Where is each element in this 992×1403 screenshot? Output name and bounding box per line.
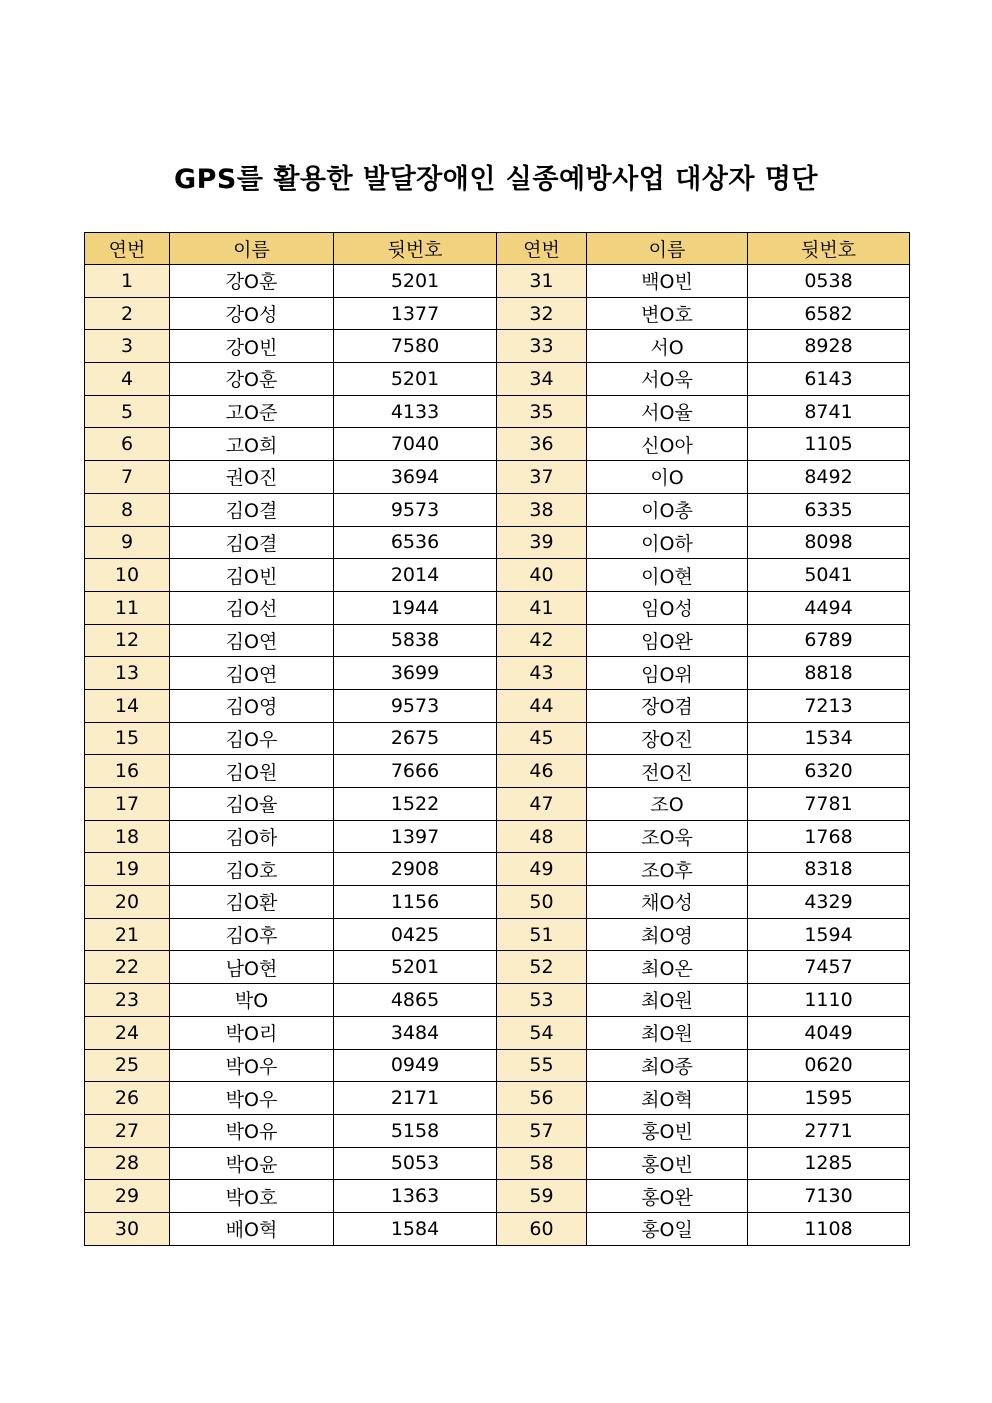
row-number-cell: 42 (497, 624, 587, 657)
person-name-cell: 임O위 (587, 657, 748, 690)
back-number-cell: 5158 (334, 1114, 497, 1147)
person-name-cell: 서O (587, 330, 748, 363)
row-number-cell: 27 (85, 1114, 170, 1147)
back-number-cell: 2675 (334, 722, 497, 755)
table-row (85, 330, 910, 363)
table-row (85, 1082, 910, 1115)
table-row (85, 395, 910, 428)
person-name-cell: 강O훈 (170, 363, 334, 396)
back-number-cell: 9573 (334, 493, 497, 526)
back-number-cell: 4494 (748, 591, 910, 624)
row-number-cell: 11 (85, 591, 170, 624)
back-number-cell: 8098 (748, 526, 910, 559)
back-number-cell: 1522 (334, 788, 497, 821)
back-number-cell: 6536 (334, 526, 497, 559)
back-number-cell: 5041 (748, 559, 910, 592)
person-name-cell: 김O환 (170, 886, 334, 919)
person-name-cell: 조O욱 (587, 820, 748, 853)
row-number-cell: 54 (497, 1016, 587, 1049)
back-number-cell: 1595 (748, 1082, 910, 1115)
row-number-cell: 56 (497, 1082, 587, 1115)
row-number-cell: 36 (497, 428, 587, 461)
back-number-cell: 8928 (748, 330, 910, 363)
row-number-cell: 2 (85, 297, 170, 330)
table-row (85, 1114, 910, 1147)
back-number-cell: 5201 (334, 363, 497, 396)
row-number-cell: 60 (497, 1212, 587, 1245)
row-number-cell: 31 (497, 265, 587, 298)
row-number-cell: 32 (497, 297, 587, 330)
row-number-cell: 38 (497, 493, 587, 526)
person-name-cell: 최O혁 (587, 1082, 748, 1115)
row-number-cell: 41 (497, 591, 587, 624)
row-number-cell: 9 (85, 526, 170, 559)
person-name-cell: 최O원 (587, 984, 748, 1017)
person-name-cell: 박O우 (170, 1082, 334, 1115)
row-number-cell: 34 (497, 363, 587, 396)
person-name-cell: 박O윤 (170, 1147, 334, 1180)
row-number-cell: 22 (85, 951, 170, 984)
table-row (85, 689, 910, 722)
person-name-cell: 전O진 (587, 755, 748, 788)
person-name-cell: 김O후 (170, 918, 334, 951)
person-name-cell: 서O욱 (587, 363, 748, 396)
row-number-cell: 25 (85, 1049, 170, 1082)
person-name-cell: 남O현 (170, 951, 334, 984)
row-number-cell: 6 (85, 428, 170, 461)
row-number-cell: 40 (497, 559, 587, 592)
person-name-cell: 고O준 (170, 395, 334, 428)
person-name-cell: 박O리 (170, 1016, 334, 1049)
row-number-cell: 18 (85, 820, 170, 853)
row-number-cell: 45 (497, 722, 587, 755)
back-number-cell: 1156 (334, 886, 497, 919)
back-number-cell: 5838 (334, 624, 497, 657)
row-number-cell: 15 (85, 722, 170, 755)
back-number-cell: 8741 (748, 395, 910, 428)
person-name-cell: 채O성 (587, 886, 748, 919)
row-number-cell: 24 (85, 1016, 170, 1049)
back-number-cell: 3694 (334, 461, 497, 494)
row-number-cell: 49 (497, 853, 587, 886)
row-number-cell: 37 (497, 461, 587, 494)
back-number-cell: 1768 (748, 820, 910, 853)
back-number-cell: 1285 (748, 1147, 910, 1180)
person-name-cell: 김O하 (170, 820, 334, 853)
person-name-cell: 강O성 (170, 297, 334, 330)
table-row (85, 493, 910, 526)
back-number-cell: 3699 (334, 657, 497, 690)
table-row (85, 428, 910, 461)
table-row (85, 1016, 910, 1049)
person-name-cell: 박O호 (170, 1180, 334, 1213)
row-number-cell: 57 (497, 1114, 587, 1147)
row-number-cell: 50 (497, 886, 587, 919)
table-row (85, 526, 910, 559)
row-number-cell: 58 (497, 1147, 587, 1180)
table-row (85, 853, 910, 886)
back-number-cell: 5201 (334, 265, 497, 298)
person-name-cell: 권O진 (170, 461, 334, 494)
back-number-cell: 0620 (748, 1049, 910, 1082)
back-number-cell: 4133 (334, 395, 497, 428)
table-row (85, 1049, 910, 1082)
row-number-cell: 48 (497, 820, 587, 853)
back-number-cell: 2908 (334, 853, 497, 886)
table-row (85, 951, 910, 984)
person-name-cell: 조O후 (587, 853, 748, 886)
back-number-cell: 6143 (748, 363, 910, 396)
person-name-cell: 장O진 (587, 722, 748, 755)
back-number-cell: 1377 (334, 297, 497, 330)
person-name-cell: 김O원 (170, 755, 334, 788)
person-name-cell: 김O영 (170, 689, 334, 722)
row-number-cell: 7 (85, 461, 170, 494)
row-number-cell: 13 (85, 657, 170, 690)
row-number-cell: 10 (85, 559, 170, 592)
document-title: GPS를 활용한 발달장애인 실종예방사업 대상자 명단 (173, 164, 819, 195)
back-number-cell: 8818 (748, 657, 910, 690)
back-number-cell: 0949 (334, 1049, 497, 1082)
table-row (85, 461, 910, 494)
table-row (85, 559, 910, 592)
row-number-cell: 12 (85, 624, 170, 657)
table-row (85, 820, 910, 853)
row-number-cell: 29 (85, 1180, 170, 1213)
row-number-cell: 44 (497, 689, 587, 722)
person-name-cell: 김O빈 (170, 559, 334, 592)
back-number-cell: 6320 (748, 755, 910, 788)
table-row (85, 722, 910, 755)
person-name-cell: 김O연 (170, 657, 334, 690)
row-number-cell: 43 (497, 657, 587, 690)
person-name-cell: 김O결 (170, 493, 334, 526)
person-name-cell: 이O (587, 461, 748, 494)
table-row (85, 755, 910, 788)
back-number-cell: 1108 (748, 1212, 910, 1245)
back-number-cell: 7781 (748, 788, 910, 821)
back-number-cell: 6789 (748, 624, 910, 657)
back-number-cell: 1944 (334, 591, 497, 624)
person-name-cell: 김O호 (170, 853, 334, 886)
back-number-cell: 7040 (334, 428, 497, 461)
table-row (85, 1147, 910, 1180)
person-name-cell: 백O빈 (587, 265, 748, 298)
col-header-back-number-right: 뒷번호 (748, 233, 910, 265)
row-number-cell: 46 (497, 755, 587, 788)
person-name-cell: 김O연 (170, 624, 334, 657)
person-name-cell: 홍O빈 (587, 1147, 748, 1180)
row-number-cell: 30 (85, 1212, 170, 1245)
row-number-cell: 55 (497, 1049, 587, 1082)
person-name-cell: 강O빈 (170, 330, 334, 363)
table-row (85, 591, 910, 624)
person-name-cell: 이O하 (587, 526, 748, 559)
back-number-cell: 1110 (748, 984, 910, 1017)
back-number-cell: 1363 (334, 1180, 497, 1213)
person-name-cell: 장O겸 (587, 689, 748, 722)
row-number-cell: 14 (85, 689, 170, 722)
row-number-cell: 1 (85, 265, 170, 298)
back-number-cell: 4049 (748, 1016, 910, 1049)
person-name-cell: 최O영 (587, 918, 748, 951)
table-row (85, 1180, 910, 1213)
person-name-cell: 이O총 (587, 493, 748, 526)
row-number-cell: 3 (85, 330, 170, 363)
row-number-cell: 52 (497, 951, 587, 984)
row-number-cell: 33 (497, 330, 587, 363)
person-name-cell: 박O유 (170, 1114, 334, 1147)
back-number-cell: 8318 (748, 853, 910, 886)
row-number-cell: 17 (85, 788, 170, 821)
row-number-cell: 19 (85, 853, 170, 886)
person-name-cell: 변O호 (587, 297, 748, 330)
row-number-cell: 16 (85, 755, 170, 788)
person-name-cell: 최O온 (587, 951, 748, 984)
row-number-cell: 5 (85, 395, 170, 428)
back-number-cell: 2014 (334, 559, 497, 592)
person-name-cell: 홍O빈 (587, 1114, 748, 1147)
person-name-cell: 서O율 (587, 395, 748, 428)
back-number-cell: 2771 (748, 1114, 910, 1147)
col-header-name-left: 이름 (170, 233, 334, 265)
roster-table (84, 232, 910, 1246)
table-row (85, 788, 910, 821)
back-number-cell: 1534 (748, 722, 910, 755)
back-number-cell: 7457 (748, 951, 910, 984)
table-row (85, 984, 910, 1017)
row-number-cell: 4 (85, 363, 170, 396)
row-number-cell: 8 (85, 493, 170, 526)
person-name-cell: 이O현 (587, 559, 748, 592)
col-header-number-right: 연번 (497, 233, 587, 265)
back-number-cell: 7666 (334, 755, 497, 788)
col-header-back-number-left: 뒷번호 (334, 233, 497, 265)
person-name-cell: 김O결 (170, 526, 334, 559)
table-row (85, 297, 910, 330)
back-number-cell: 1397 (334, 820, 497, 853)
person-name-cell: 배O혁 (170, 1212, 334, 1245)
person-name-cell: 최O종 (587, 1049, 748, 1082)
row-number-cell: 39 (497, 526, 587, 559)
col-header-number-left: 연번 (85, 233, 170, 265)
back-number-cell: 0538 (748, 265, 910, 298)
person-name-cell: 박O (170, 984, 334, 1017)
table-row (85, 363, 910, 396)
table-row (85, 657, 910, 690)
back-number-cell: 4865 (334, 984, 497, 1017)
table-row (85, 624, 910, 657)
row-number-cell: 26 (85, 1082, 170, 1115)
row-number-cell: 51 (497, 918, 587, 951)
back-number-cell: 5053 (334, 1147, 497, 1180)
row-number-cell: 59 (497, 1180, 587, 1213)
person-name-cell: 임O성 (587, 591, 748, 624)
back-number-cell: 3484 (334, 1016, 497, 1049)
row-number-cell: 28 (85, 1147, 170, 1180)
back-number-cell: 6335 (748, 493, 910, 526)
row-number-cell: 21 (85, 918, 170, 951)
row-number-cell: 20 (85, 886, 170, 919)
back-number-cell: 5201 (334, 951, 497, 984)
back-number-cell: 9573 (334, 689, 497, 722)
back-number-cell: 7213 (748, 689, 910, 722)
roster-body (85, 265, 910, 1246)
table-row (85, 1212, 910, 1245)
col-header-name-right: 이름 (587, 233, 748, 265)
back-number-cell: 1584 (334, 1212, 497, 1245)
row-number-cell: 47 (497, 788, 587, 821)
person-name-cell: 신O아 (587, 428, 748, 461)
table-row (85, 918, 910, 951)
header-row (85, 233, 910, 265)
person-name-cell: 김O선 (170, 591, 334, 624)
person-name-cell: 최O원 (587, 1016, 748, 1049)
row-number-cell: 53 (497, 984, 587, 1017)
person-name-cell: 조O (587, 788, 748, 821)
back-number-cell: 1105 (748, 428, 910, 461)
person-name-cell: 강O훈 (170, 265, 334, 298)
person-name-cell: 홍O일 (587, 1212, 748, 1245)
back-number-cell: 4329 (748, 886, 910, 919)
person-name-cell: 홍O완 (587, 1180, 748, 1213)
person-name-cell: 임O완 (587, 624, 748, 657)
back-number-cell: 7580 (334, 330, 497, 363)
back-number-cell: 0425 (334, 918, 497, 951)
back-number-cell: 1594 (748, 918, 910, 951)
row-number-cell: 35 (497, 395, 587, 428)
table-row (85, 886, 910, 919)
back-number-cell: 6582 (748, 297, 910, 330)
person-name-cell: 김O율 (170, 788, 334, 821)
person-name-cell: 고O희 (170, 428, 334, 461)
back-number-cell: 2171 (334, 1082, 497, 1115)
back-number-cell: 7130 (748, 1180, 910, 1213)
table-row (85, 265, 910, 298)
back-number-cell: 8492 (748, 461, 910, 494)
person-name-cell: 박O우 (170, 1049, 334, 1082)
person-name-cell: 김O우 (170, 722, 334, 755)
row-number-cell: 23 (85, 984, 170, 1017)
